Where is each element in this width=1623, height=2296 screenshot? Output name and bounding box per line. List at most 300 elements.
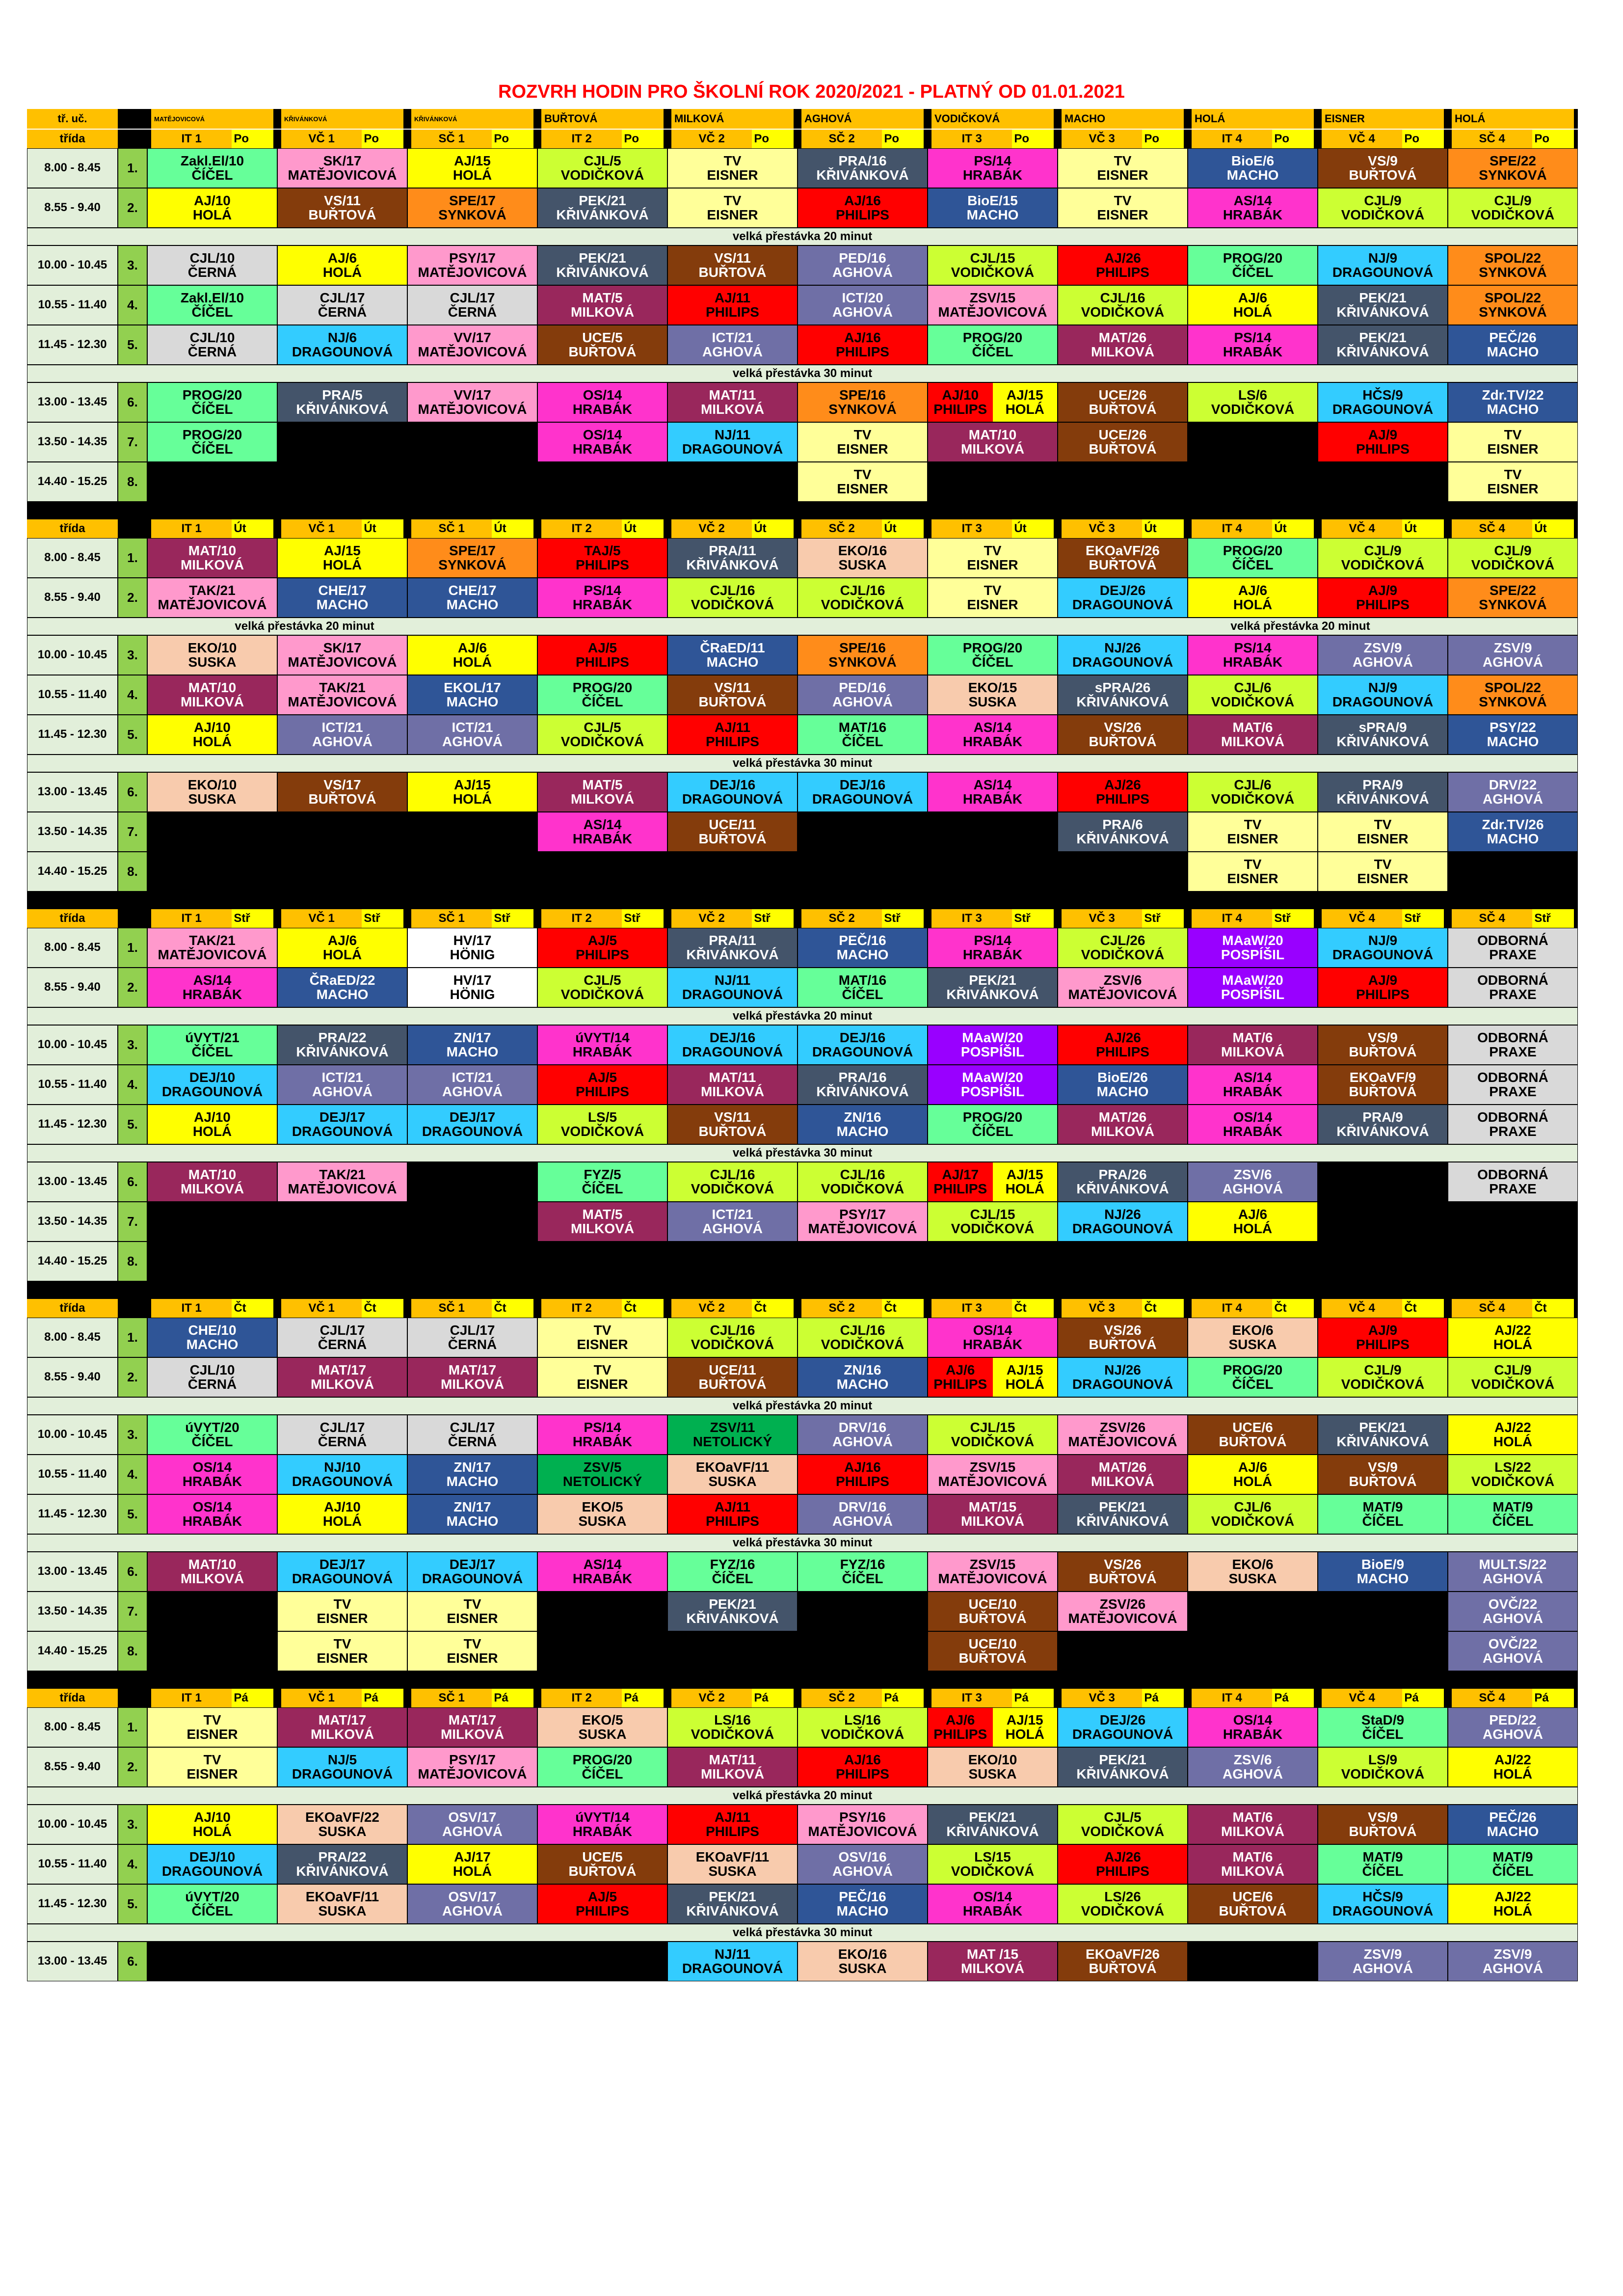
lesson-cell (147, 675, 277, 715)
lesson-number-text: 3. (127, 1427, 138, 1442)
empty-slot (1058, 1242, 1188, 1281)
lesson-cell (1188, 675, 1318, 715)
day-name: Pá (1142, 1689, 1184, 1707)
lesson-subject: ICT/21 (321, 719, 363, 735)
lesson-cell (798, 245, 928, 285)
lesson-teacher: ČERNÁ (448, 1433, 497, 1449)
lesson-subject: UCE/6 (1232, 1889, 1273, 1904)
lesson-teacher: MACHO (446, 596, 499, 612)
class-name: IT 3 (931, 909, 1012, 928)
lesson-teacher: PHILIPS (1096, 264, 1149, 280)
lesson-subject: sPRA/9 (1358, 719, 1407, 735)
lesson-subject: TAK/21 (319, 1166, 366, 1182)
lesson-teacher: VODIČKOVÁ (691, 596, 774, 612)
lesson-cell (537, 1844, 667, 1884)
lesson-teacher: EISNER (967, 596, 1018, 612)
class-name: IT 1 (151, 130, 232, 148)
lesson-time (27, 538, 118, 578)
empty-slot (1188, 422, 1318, 462)
day-name: Út (232, 519, 273, 538)
lesson-time-text: 10.55 - 11.40 (38, 1857, 107, 1871)
lesson-cell (1058, 772, 1188, 812)
lesson-time-text: 13.00 - 13.45 (37, 1175, 107, 1189)
empty-slot (407, 1942, 537, 1981)
lesson-teacher: MILKOVÁ (1221, 1044, 1285, 1059)
lesson-teacher: AGHOVÁ (832, 304, 893, 320)
lesson-cell (1188, 1415, 1318, 1455)
lesson-number (118, 1494, 147, 1534)
lesson-cell (928, 422, 1058, 462)
lesson-subject: CJL/15 (970, 250, 1015, 266)
lesson-subject: PRA/11 (709, 542, 756, 558)
empty-slot (928, 1242, 1058, 1281)
lesson-subject: AS/14 (583, 1556, 622, 1572)
lesson-cell (1188, 1105, 1318, 1144)
lesson-cell (798, 285, 928, 325)
lesson-subject: OS/14 (1233, 1109, 1273, 1125)
lesson-number (118, 928, 147, 968)
lesson-time-text: 8.55 - 9.40 (44, 201, 101, 215)
lesson-teacher: MILKOVÁ (180, 1181, 244, 1196)
lesson-subject: VS/26 (1104, 1322, 1142, 1338)
lesson-cell (537, 1455, 667, 1494)
break-row (27, 1144, 1578, 1162)
day-name: Út (362, 519, 403, 538)
lesson-teacher: VODIČKOVÁ (691, 1181, 774, 1196)
lesson-subject: AJ/6 (457, 640, 487, 655)
lesson-cell (147, 1805, 277, 1844)
day-name: Pá (1272, 1689, 1314, 1707)
lesson-cell (1318, 1318, 1448, 1357)
lesson-number-text: 8. (127, 474, 138, 489)
lesson-subject: MAT/11 (709, 1069, 756, 1085)
lesson-teacher: VODIČKOVÁ (1341, 207, 1425, 222)
lesson-cell (1058, 1202, 1188, 1242)
lesson-cell (798, 968, 928, 1007)
lesson-cell (798, 635, 928, 675)
day-name: Út (1142, 519, 1184, 538)
lesson-teacher: SUSKA (968, 694, 1017, 709)
day-name: Út (882, 519, 924, 538)
lesson-time-text: 10.00 - 10.45 (37, 1038, 107, 1052)
lesson-number-text: 2. (127, 590, 138, 605)
lesson-cell (1448, 968, 1578, 1007)
lesson-subject: DRV/22 (1489, 777, 1537, 792)
lesson-teacher: KŘIVÁNKOVÁ (816, 1083, 909, 1099)
lesson-time-text: 8.55 - 9.40 (44, 1760, 101, 1774)
lesson-subject: UCE/10 (968, 1636, 1017, 1651)
day-name: Stř (752, 909, 794, 928)
lesson-cell (928, 1318, 1058, 1357)
lesson-cell (147, 1455, 277, 1494)
lesson-cell (1058, 1942, 1188, 1981)
lesson-cell (537, 422, 667, 462)
lesson-cell (277, 1415, 407, 1455)
lesson-cell (1058, 1494, 1188, 1534)
lesson-teacher: HOLÁ (1493, 1336, 1533, 1352)
lesson-teacher: MATĚJOVICOVÁ (418, 264, 527, 280)
empty-slot (277, 1942, 407, 1981)
lesson-subject: AJ/10 (194, 1809, 231, 1825)
lesson-subject: AJ/9 (1368, 972, 1398, 988)
lesson-number (118, 1844, 147, 1884)
lesson-subject: AS/14 (1233, 1069, 1272, 1085)
lesson-teacher: AGHOVÁ (1483, 1650, 1543, 1666)
lesson-subject: UCE/6 (1232, 1419, 1273, 1435)
lesson-cell (1058, 422, 1188, 462)
lesson-subject: UCE/10 (968, 1596, 1017, 1612)
lesson-teacher: KŘIVÁNKOVÁ (1076, 1513, 1169, 1529)
lesson-number-text: 1. (127, 1720, 138, 1735)
lesson-cell (147, 325, 277, 365)
class-name: VČ 2 (671, 1299, 752, 1318)
lesson-teacher: MATĚJOVICOVÁ (418, 1766, 527, 1782)
lesson-subject: TV (853, 427, 872, 442)
lesson-cell (1448, 1942, 1578, 1981)
lesson-cell (1188, 1162, 1318, 1202)
lesson-subject: MAT/17 (448, 1712, 497, 1728)
lesson-subject: OVČ/22 (1488, 1596, 1538, 1612)
lesson-subject: SPE/22 (1490, 153, 1536, 168)
lesson-time-text: 13.00 - 13.45 (37, 1565, 107, 1578)
lesson-cell (1448, 1592, 1578, 1631)
empty-slot (667, 1242, 798, 1281)
lesson-teacher: BUŘTOVÁ (1349, 1823, 1417, 1839)
day-name: Út (1532, 519, 1574, 538)
lesson-time (27, 1707, 118, 1747)
lesson-teacher: VODIČKOVÁ (691, 1726, 774, 1742)
lesson-subject: AJ/6 (327, 250, 357, 266)
day-name: Pá (1402, 1689, 1444, 1707)
lesson-teacher: VODIČKOVÁ (1211, 401, 1295, 417)
lesson-teacher: HRABÁK (1223, 207, 1283, 222)
lesson-cell (928, 968, 1058, 1007)
lesson-subject: AJ/22 (1494, 1889, 1531, 1904)
lesson-cell (1448, 422, 1578, 462)
lesson-teacher: MILKOVÁ (180, 1570, 244, 1586)
lesson-cell (1058, 1707, 1188, 1747)
lesson-cell (277, 715, 407, 755)
lesson-subject: PEČ/16 (839, 1889, 886, 1904)
lesson-cell (1448, 462, 1578, 502)
lesson-cell (407, 1707, 537, 1747)
lesson-teacher: MILKOVÁ (310, 1376, 374, 1392)
lesson-teacher: AGHOVÁ (442, 733, 503, 749)
break-label: velká přestávka 30 minut (732, 1925, 873, 1939)
lesson-subject: PED/16 (839, 679, 886, 695)
lesson-cell (1318, 1552, 1448, 1592)
lesson-teacher: MILKOVÁ (960, 1513, 1025, 1529)
lesson-subject: SPE/16 (839, 387, 886, 403)
lesson-subject: DRV/16 (838, 1419, 887, 1435)
lesson-time-text: 11.45 - 12.30 (38, 1897, 107, 1911)
lesson-subject: SK/17 (323, 153, 362, 168)
lesson-teacher: DRAGOUNOVÁ (292, 1473, 393, 1489)
lesson-cell (1318, 968, 1448, 1007)
lesson-cell (1448, 1707, 1578, 1747)
empty-slot (798, 1631, 928, 1671)
lesson-teacher: PHILIPS (576, 946, 629, 962)
lesson-teacher: EISNER (1227, 831, 1278, 846)
lesson-teacher: ČERNÁ (187, 264, 237, 280)
lesson-number-text: 6. (127, 1954, 138, 1969)
lesson-teacher: DRAGOUNOVÁ (812, 1044, 913, 1059)
lesson-teacher: ČÍČEL (582, 1766, 623, 1782)
lesson-teacher: PHILIPS (836, 1766, 889, 1782)
lesson-teacher: PHILIPS (576, 654, 629, 670)
lesson-teacher: MILKOVÁ (700, 401, 765, 417)
lesson-teacher: AGHOVÁ (1483, 791, 1543, 807)
lesson-teacher: MATĚJOVICOVÁ (1068, 986, 1177, 1002)
lesson-subject: PEK/21 (709, 1889, 756, 1904)
lesson-subject: ZSV/11 (710, 1419, 755, 1435)
lesson-number-text: 4. (127, 687, 138, 702)
empty-slot (147, 1242, 277, 1281)
lesson-cell (667, 1747, 798, 1787)
lesson-number-text: 8. (127, 1254, 138, 1269)
lesson-cell (1318, 675, 1448, 715)
lesson-time (27, 1942, 118, 1981)
lesson-teacher: HOLÁ (1233, 596, 1273, 612)
lesson-teacher: BUŘTOVÁ (698, 1123, 767, 1139)
lesson-number (118, 1202, 147, 1242)
lesson-cell (1448, 1805, 1578, 1844)
lesson-subject: ODBORNÁ (1477, 1109, 1548, 1125)
lesson-teacher: MATĚJOVICOVÁ (288, 167, 397, 183)
lesson-number (118, 285, 147, 325)
lesson-cell (1318, 1357, 1448, 1397)
lesson-subject: AJ/6 (1238, 582, 1268, 598)
lesson-subject: AJ/15 (1006, 1712, 1043, 1728)
lesson-subject: CJL/15 (970, 1419, 1015, 1435)
empty-slot (537, 1592, 667, 1631)
lesson-time-text: 13.50 - 14.35 (37, 1215, 107, 1228)
lesson-time-text: 13.50 - 14.35 (37, 1604, 107, 1618)
lesson-subject: MAT/9 (1362, 1499, 1403, 1514)
lesson-teacher: HRABÁK (572, 1433, 633, 1449)
lesson-subject: DEJ/10 (189, 1849, 236, 1864)
lesson-teacher: BUŘTOVÁ (1219, 1903, 1287, 1918)
lesson-cell (277, 1747, 407, 1787)
empty-slot (537, 1242, 667, 1281)
lesson-teacher: MATĚJOVICOVÁ (1068, 1433, 1177, 1449)
lesson-number-text: 2. (127, 980, 138, 995)
break-label: velká přestávka 20 minut (1230, 619, 1370, 633)
lesson-teacher: MACHO (1487, 401, 1539, 417)
lesson-subject: UCE/26 (1098, 427, 1147, 442)
lesson-subject: EKO/5 (582, 1499, 623, 1514)
lesson-subject: AJ/26 (1104, 777, 1141, 792)
lesson-cell (1188, 1884, 1318, 1924)
class-name: IT 2 (541, 909, 622, 928)
lesson-teacher: BUŘTOVÁ (1349, 167, 1417, 183)
empty-slot (1058, 852, 1188, 891)
lesson-cell (1058, 1318, 1188, 1357)
empty-slot (147, 1631, 277, 1671)
lesson-number-text: 4. (127, 1077, 138, 1092)
lesson-cell (407, 148, 537, 188)
lesson-subject: NJ/9 (1368, 932, 1398, 948)
lesson-number (118, 1592, 147, 1631)
lesson-subject: AS/14 (583, 816, 622, 832)
lesson-cell (407, 1105, 537, 1144)
lesson-teacher: KŘIVÁNKOVÁ (1076, 1181, 1169, 1196)
lesson-subject: PEK/21 (579, 192, 626, 208)
lesson-subject: ZN/16 (844, 1109, 881, 1125)
lesson-subject: AS/14 (193, 972, 232, 988)
class-name: VČ 1 (281, 1299, 362, 1318)
lesson-teacher: HÖNIG (450, 986, 495, 1002)
lesson-teacher: PHILIPS (1356, 1336, 1410, 1352)
lesson-teacher: HRABÁK (182, 1473, 242, 1489)
lesson-teacher: AGHOVÁ (1483, 1570, 1543, 1586)
lesson-cell (1188, 325, 1318, 365)
lesson-teacher: HOLÁ (452, 167, 492, 183)
lesson-cell (407, 635, 537, 675)
lesson-teacher: BUŘTOVÁ (698, 694, 767, 709)
lesson-subject: AJ/10 (942, 387, 979, 403)
lesson-number (118, 1747, 147, 1787)
lesson-teacher: KŘIVÁNKOVÁ (1336, 344, 1429, 359)
lesson-teacher: HRABÁK (572, 831, 633, 846)
lesson-teacher: BUŘTOVÁ (308, 791, 376, 807)
lesson-subject: AJ/15 (454, 153, 491, 168)
lesson-subject: AJ/10 (194, 1109, 231, 1125)
lesson-subject: AJ/5 (587, 1889, 617, 1904)
lesson-teacher: HRABÁK (572, 441, 633, 457)
class-name: VČ 1 (281, 1689, 362, 1707)
empty-slot (1318, 1242, 1448, 1281)
lesson-cell (277, 382, 407, 422)
lesson-subject: NJ/11 (714, 427, 751, 442)
lesson-cell (277, 1805, 407, 1844)
lesson-subject: CJL/17 (450, 1419, 495, 1435)
empty-slot (277, 1242, 407, 1281)
lesson-teacher: DRAGOUNOVÁ (812, 791, 913, 807)
lesson-cell (537, 635, 667, 675)
lesson-cell (798, 382, 928, 422)
lesson-time-text: 8.55 - 9.40 (44, 980, 101, 994)
lesson-teacher: PRAXE (1489, 1083, 1537, 1099)
lesson-subject: MAT/9 (1492, 1849, 1533, 1864)
lesson-cell (1058, 245, 1188, 285)
lesson-cell (667, 245, 798, 285)
lesson-cell (667, 422, 798, 462)
empty-slot (407, 1162, 537, 1202)
lesson-subject: CJL/5 (584, 719, 621, 735)
lesson-subject: VS/26 (1104, 719, 1142, 735)
lesson-subject: Zdr.TV/22 (1482, 387, 1544, 403)
lesson-subject: CJL/10 (189, 1362, 235, 1378)
empty-slot (798, 1242, 928, 1281)
lesson-teacher: MATĚJOVICOVÁ (158, 946, 267, 962)
lesson-teacher: HRABÁK (1223, 1083, 1283, 1099)
lesson-cell (277, 1162, 407, 1202)
lesson-cell (1058, 675, 1188, 715)
lesson-time (27, 1494, 118, 1534)
lesson-cell-half (993, 383, 1058, 422)
lesson-subject: TV (723, 153, 742, 168)
lesson-subject: MAaW/20 (1222, 972, 1283, 988)
lesson-cell (798, 675, 928, 715)
lesson-subject: AJ/16 (844, 1459, 881, 1475)
lesson-teacher: KŘIVÁNKOVÁ (1076, 831, 1169, 846)
lesson-cell (1058, 1844, 1188, 1884)
lesson-subject: MAaW/20 (962, 1069, 1023, 1085)
lesson-cell (537, 1357, 667, 1397)
lesson-subject: ZSV/15 (969, 1556, 1016, 1572)
day-name: Út (1012, 519, 1054, 538)
lesson-time-text: 8.55 - 9.40 (44, 1370, 101, 1384)
lesson-teacher: MACHO (1487, 1823, 1539, 1839)
lesson-cell (928, 1105, 1058, 1144)
lesson-subject: UCE/5 (582, 1849, 623, 1864)
lesson-teacher: AGHOVÁ (312, 733, 372, 749)
lesson-teacher: DRAGOUNOVÁ (161, 1083, 263, 1099)
lesson-cell (537, 1202, 667, 1242)
lesson-subject: AJ/6 (946, 1362, 975, 1378)
lesson-teacher: ČÍČEL (972, 654, 1013, 670)
lesson-teacher: PHILIPS (933, 1181, 987, 1196)
empty-slot (1448, 1242, 1578, 1281)
lesson-time (27, 188, 118, 228)
class-name: IT 3 (931, 1689, 1012, 1707)
lesson-subject: SPE/22 (1490, 582, 1536, 598)
lesson-cell (1318, 1747, 1448, 1787)
day-name: Po (752, 130, 794, 148)
lesson-subject: VS/17 (323, 777, 361, 792)
class-name: IT 2 (541, 1299, 622, 1318)
lesson-subject: AJ/17 (942, 1166, 979, 1182)
lesson-number (118, 382, 147, 422)
lesson-subject: UCE/5 (582, 329, 623, 345)
lesson-subject: CJL/17 (319, 1322, 365, 1338)
lesson-teacher: EISNER (967, 557, 1018, 572)
day-name: Po (1272, 130, 1314, 148)
lesson-teacher: PHILIPS (836, 344, 889, 359)
lesson-teacher: MATĚJOVICOVÁ (288, 694, 397, 709)
lesson-teacher: EISNER (186, 1766, 238, 1782)
lesson-subject: DEJ/17 (449, 1109, 496, 1125)
lesson-subject: AJ/6 (946, 1712, 975, 1728)
lesson-subject: MAT/6 (1232, 1849, 1273, 1864)
lesson-teacher: ČÍČEL (191, 304, 233, 320)
lesson-cell (537, 382, 667, 422)
lesson-teacher: PHILIPS (576, 1903, 629, 1918)
lesson-number (118, 852, 147, 891)
lesson-subject: DEJ/16 (709, 1029, 756, 1045)
lesson-subject: NJ/9 (1368, 250, 1398, 266)
day-name: Stř (1402, 909, 1444, 928)
class-name: IT 4 (1192, 909, 1272, 928)
lesson-number-text: 3. (127, 1037, 138, 1053)
lesson-cell (1058, 1415, 1188, 1455)
break-label: velká přestávka 30 minut (732, 1536, 873, 1549)
lesson-cell (1318, 422, 1448, 462)
lesson-teacher: PHILIPS (1356, 986, 1410, 1002)
lesson-cell (1318, 325, 1448, 365)
lesson-teacher: PRAXE (1489, 1123, 1537, 1139)
class-name: VČ 3 (1062, 519, 1142, 538)
class-name: IT 4 (1192, 130, 1272, 148)
lesson-teacher: BUŘTOVÁ (1089, 1336, 1157, 1352)
lesson-subject: DEJ/26 (1099, 1712, 1146, 1728)
lesson-time (27, 1415, 118, 1455)
lesson-number (118, 1707, 147, 1747)
lesson-teacher: MACHO (706, 654, 759, 670)
lesson-cell (1318, 1844, 1448, 1884)
lesson-cell (147, 1357, 277, 1397)
